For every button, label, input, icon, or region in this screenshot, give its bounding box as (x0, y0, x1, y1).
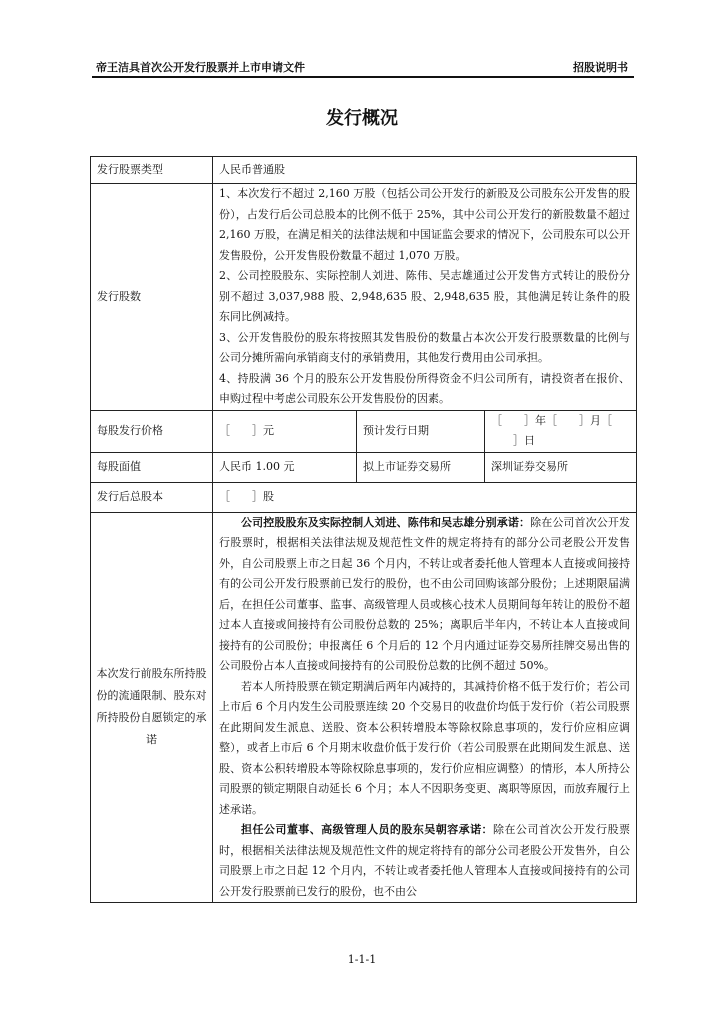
label-lockup: 本次发行前股东所持股份的流通限制、股东对所持股份自愿锁定的承诺 (91, 512, 213, 903)
page-number: 1-1-1 (347, 953, 377, 966)
issue-overview-table (90, 156, 637, 903)
table-row (91, 452, 637, 482)
lockup-text: 除在公司首次公开发行股票时，根据相关法律法规及规范性文件的规定将持有的部分公司老股公开发售外，自公司股票上市之日起 36 个月内，不转让或者委托他人管理本人直接或间接持有的公司公开发行股票前已发行的股份，也不由公司回购该部分股份；上述期限届满后，在担任公司董事、监事、高级管理人员或核心技术人员期间每年转让的股份不超过本人直接或间接持有公司股份总数的 25%；离职后半年内，不转让本人直接或间接持有的公司股份；申报离任 6 个月后的 12 个月内通过证券交易所挂牌交易出售的公司股份占本人直接或间接持有的公司股份总数的比例不超过 50%。 (219, 515, 631, 672)
lockup-heading: 担任公司董事、高级管理人员的股东吴朝容承诺： (241, 823, 494, 836)
label-total-shares: 发行后总股本 (91, 482, 213, 512)
label-issue-date: 预计发行日期 (357, 410, 485, 452)
value-issue-count (213, 184, 637, 411)
value-issue-date (485, 410, 637, 452)
table-row (91, 512, 637, 903)
date-day-unit: ］日 (513, 434, 535, 447)
table-row (91, 482, 637, 512)
page-header (92, 58, 634, 78)
lockup-paragraph: 若本人所持股票在锁定期满后两年内减持的，其减持价格不低于发行价；若公司上市后 6 个月内发生公司股票连续 20 个交易日的收盘价均低于发行价（若公司股票在此期间发生派息、送股、资本公积转增股本等除权除息事项的，发行价应相应调整），或者上市后 6 个月期末收盘价低于发行价（若公司股票在此期间发生派息、送股、资本公积转增股本等除权除息事项的，发行价应相应调整）的情形，本人所持公司股票的锁定期限自动延长 6 个月；本人不因职务变更、离职等原因，而放弃履行上述承诺。 (219, 679, 631, 816)
lockup-text: 除在公司首次公开发行股票时，根据相关法律法规及规范性文件的规定将持有的部分公司老股公开发售外，自公司股票上市之日起 12 个月内，不转让或者委托他人管理本人直接或间接持有的公司公开发行股票前已发行的股份，也不由公 (219, 823, 631, 898)
label-issue-count: 发行股数 (91, 184, 213, 411)
value-lockup (213, 512, 637, 903)
label-exchange: 拟上市证券交易所 (357, 452, 485, 482)
issue-count-paragraph: 4、持股满 36 个月的股东公开发售股份所得资金不归公司所有，请投资者在报价、申购过程中考虑公司股东公开发售股份的因素。 (219, 371, 631, 405)
value-par-value: 人民币 1.00 元 (213, 452, 357, 482)
issue-count-paragraph: 1、本次发行不超过 2,160 万股（包括公司公开发行的新股及公司股东公开发售的股份），占发行后公司总股本的比例不低于 25%，其中公司公开发行的新股数量不超过 2,160 万股，在满足相关的法律法规和中国证监会要求的情况下，公司股东可以公开发售股份，公开发售股份数量不超过 1,070 万股。 (219, 187, 631, 262)
table-row (91, 157, 637, 184)
value-exchange: 深圳证券交易所 (485, 452, 637, 482)
date-year-unit: ］年［ (524, 413, 557, 427)
lockup-paragraph (219, 513, 630, 677)
value-stock-type: 人民币普通股 (213, 157, 637, 184)
header-document-type: 招股说明书 (573, 61, 628, 74)
issue-count-paragraph: 2、公司控股股东、实际控制人刘进、陈伟、吴志雄通过公开发售方式转让的股份分别不超过 3,037,988 股、2,948,635 股、2,948,635 股，其他满足转让条件的股东同比例减持。 (219, 269, 631, 323)
shares-unit: ］股 (252, 489, 274, 503)
value-total-shares (213, 482, 637, 512)
lockup-heading: 公司控股股东及实际控制人刘进、陈伟和吴志雄分别承诺： (241, 515, 531, 529)
label-stock-type: 发行股票类型 (91, 157, 213, 184)
price-unit: ］元 (252, 423, 274, 437)
issue-count-paragraph: 3、公开发售股份的股东将按照其发售股份的数量占本次公开发行股票数量的比例与公司分摊所需向承销商支付的承销费用，其他发行费用由公司承担。 (219, 330, 631, 364)
label-par-value: 每股面值 (91, 452, 213, 482)
date-month-unit: ］月［ (579, 413, 612, 427)
value-price (213, 410, 357, 452)
header-document-title: 帝王洁具首次公开发行股票并上市申请文件 (96, 61, 305, 74)
table-row (91, 184, 637, 411)
bracket-open: ［ (219, 423, 230, 437)
page-title: 发行概况 (326, 108, 398, 129)
bracket-open: ［ (491, 413, 502, 427)
label-price: 每股发行价格 (91, 410, 213, 452)
table-row (91, 410, 637, 452)
bracket-open: ［ (219, 489, 230, 503)
lockup-paragraph (219, 820, 630, 902)
